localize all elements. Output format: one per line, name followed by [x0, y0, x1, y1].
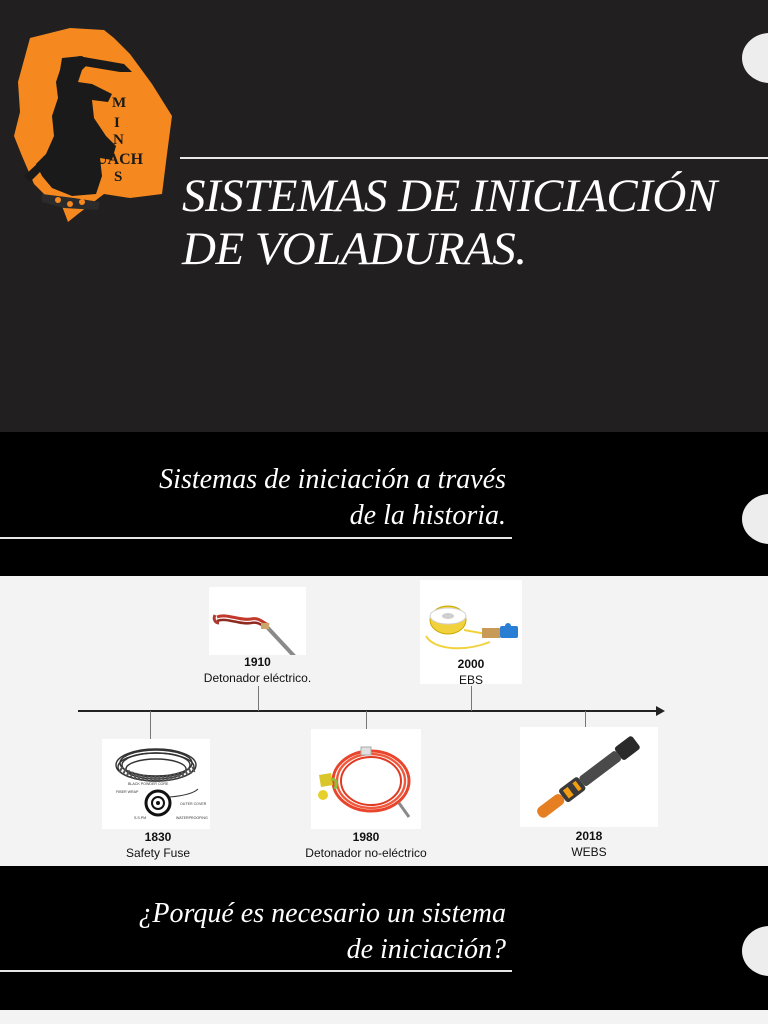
- history-divider: [0, 537, 512, 539]
- question-heading-line2: de iniciación?: [346, 934, 506, 965]
- fuse-diagram-label-fiber: FIBER WRAP: [116, 790, 139, 794]
- slide-nav-tab[interactable]: [742, 926, 768, 976]
- fuse-diagram-label-cover: OUTER COVER: [180, 802, 207, 806]
- question-section-slide: [0, 866, 768, 1010]
- timeline-year-1910: 1910: [244, 655, 271, 669]
- question-heading-line1: ¿Porqué es necesario un sistema: [138, 898, 506, 929]
- presentation-title: SISTEMAS DE INICIACIÓN DE VOLADURAS.: [182, 170, 717, 275]
- webs-device-icon: [520, 727, 658, 827]
- chihuahua-map-miner-icon: [12, 26, 177, 226]
- next-slide-edge: [0, 1010, 768, 1024]
- timeline-year-1830: 1830: [144, 830, 172, 844]
- timeline-axis: [78, 710, 658, 712]
- logo-letter-i: I: [114, 115, 120, 131]
- timeline-tick-1910: [258, 686, 259, 711]
- timeline-tick-2000: [471, 686, 472, 711]
- timeline-slide: [0, 576, 768, 866]
- fuse-diagram-label-waterproofing: WATERPROOFING: [176, 816, 208, 820]
- title-slide: [0, 0, 768, 432]
- timeline-year-2000: 2000: [457, 657, 485, 671]
- timeline-label-1980: [286, 829, 446, 861]
- timeline-arrow-icon: [656, 706, 665, 716]
- timeline-name-2000: EBS: [458, 673, 483, 684]
- ebs-spool-icon: [420, 580, 522, 658]
- history-heading-line1: Sistemas de iniciación a través: [159, 464, 506, 495]
- timeline-tick-1830: [150, 711, 151, 739]
- timeline-tick-1980: [366, 711, 367, 729]
- electric-detonator-image: [209, 587, 306, 655]
- timeline-year-1980: 1980: [352, 830, 380, 844]
- slide-nav-tab[interactable]: [742, 33, 768, 83]
- timeline-name-1830: Safety Fuse: [125, 846, 191, 860]
- timeline-label-2018: [520, 828, 658, 860]
- logo-letter-n: N: [113, 132, 124, 148]
- timeline-name-2018: WEBS: [571, 845, 607, 859]
- safety-fuse-image: [102, 739, 210, 829]
- timeline-tick-2018: [585, 711, 586, 727]
- timeline-year-2018: 2018: [575, 829, 603, 843]
- timeline-name-1980: Detonador no-eléctrico: [305, 846, 427, 860]
- logo-word-uach: UACH: [96, 151, 144, 168]
- timeline-label-1830: [88, 829, 228, 861]
- slide-nav-tab[interactable]: [742, 494, 768, 544]
- logo-letter-s: S: [114, 169, 123, 185]
- history-heading-line2: de la historia.: [349, 500, 506, 531]
- timeline-label-1910: [180, 654, 335, 686]
- ebs-image: [420, 580, 522, 684]
- fuse-diagram-label-core: BLACK POWDER CORE: [128, 782, 169, 786]
- history-heading: [159, 462, 506, 534]
- fuse-diagram-label-sspm: S.S.PM: [134, 816, 147, 820]
- electric-detonator-icon: [209, 587, 306, 655]
- history-section-slide: [0, 432, 768, 576]
- timeline-label-2000: [420, 656, 522, 684]
- logo-letter-m: M: [112, 95, 127, 111]
- title-divider: [180, 157, 768, 159]
- question-divider: [0, 970, 512, 972]
- nonel-detonator-image: [311, 729, 421, 829]
- webs-image: [520, 727, 658, 827]
- timeline-name-1910: Detonador eléctrico.: [203, 671, 312, 685]
- minas-uach-logo: [12, 26, 177, 226]
- nonel-tube-icon: [311, 729, 421, 829]
- fuse-coil-diagram-icon: [102, 739, 210, 829]
- question-heading: [138, 896, 506, 968]
